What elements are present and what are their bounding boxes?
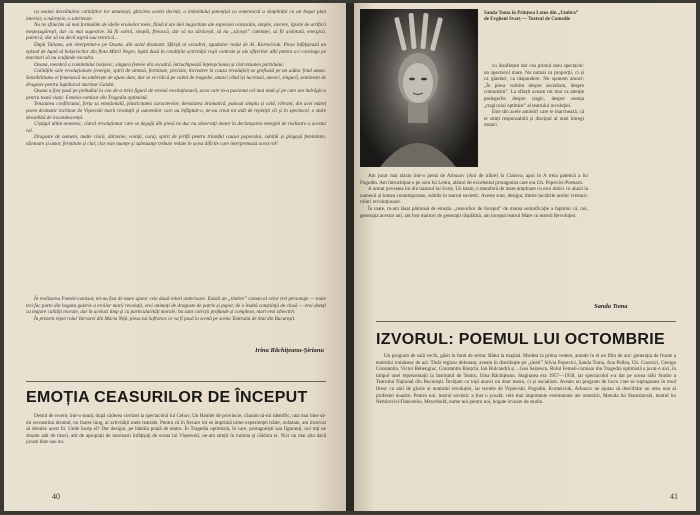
photo-caption: Sanda Toma în Prințesa Lotus din „Umbra” de Evgheni Svarț — Teatrul de Comedie [484,11,579,23]
paragraph: cu însuflețire dar cea primul meu spectacol: un spectacol mare. Nu numai ca proporții, ci și ca gânduri, ca răspundere. Nu spunem atunci: „În piesa vorbim despre socialism, despre comunism”. La sfârșit aveam tot mai ca atenție prelegerile despre tragic, despre esența „tragicului optimist” al teatrului revoluției. [484,63,584,109]
article-headline: IZVORUL: POEMUL LUI OCTOMBRIE [376,331,665,348]
right-body-bottom [376,353,676,406]
paragraph: Dragoste de oameni, multe clară, dârzenie, voință, curaj, spirit de jertfă pentru triumful cauzei poporului, subtilă și gingașă feminitate, tăietoare și umor, fermitate și clar, clar este nuanțe și subnuanțe trebuie redate în acest dificile care interpretează acest rol! [26,134,326,147]
left-page [4,3,346,511]
right-body-wide [360,173,588,219]
left-body-top [26,9,326,147]
paragraph: Oxana a fost pusă pe preludiul la cea de-a treia figură de eroină revoluționară, acea care m-a pasionat cel mai mult și pe care am îndrăgit-o pentru toată viața: Femeia-comisar din Tragedia optimistă. [26,88,326,101]
paragraph: Tensiunea conflictului, forța sa emoțională, plasticitatea caracterelor, densitatea dramatică, patosul simplu și cald, vibrant, din acel măreț poem dramatic închinat de Vișnevski marii revoluții și oamenilor care au înfăptuit-o, ne-au creat tot atât de repetiții cît și în spectacol, o stare deosebită de incandescență. [26,101,326,121]
paragraph: Destul de recent, într-o seară, după căderea cortinei la spectacolul lui Cehov, Un Hamlet de provincie, căutam să-mi identific, una mai bine să-mi reconstitui drumul, nu foarte lung, al activității mele teatrale. Pentru că în fiecare rol se imprimă urme experienței trăite, avântate, am încercat să derulez acest fir. Unde încep el? Dar desigur, pe bătrâla poală de teatru. În Tragedia optimistă, în care, protagoniști sau figuranți, noi toți ne situam atât de tineri, atît de apropiați de marinarii înfățișați de scena lui Vișnevski, ne-am simțit în lumina și căldura ei. Nici nu mai știu dacă jucam bine sau nu. [26,413,326,446]
paragraph: În realizarea Femeii-comisar, mi-au fost de mare ajutor cele două roluri anterioare. Există un „timbre” comun al celor trei personaje — toate trei fac parte din bogata galerie a eroilor marii revoluții, eroi animați de dragoste de patrie și popor, de o înaltă conștiință de clasă — eroi dotați cu majore calități morale, dar în acelasi timp și cu particularități morale; ba sunt colecții profunde și complexe, mari eroi obiectivi. [26,296,326,316]
author-signature: Irina Răchițeanu-Șirianu [255,347,324,354]
paragraph: Este din acele amintiri care te marchează, că te simți responsabilă și discipol al unei întregi munci. [484,109,584,129]
paragraph: Cîștigul ultim omenesc, clarul revoluționar care se degajă din piesă ne duc nu observați motor la declanșarea energiei de realizare a acestui rol. [26,121,326,134]
page-number: 40 [52,492,60,501]
paragraph: Calitățile sale revoluționare (energie, spirit de sinteză, fermitate, precizie, încredere în cauza revoluției) se grefează pe un adânc fond uman. Sensibilitatea ei femeiască nu umbrește de ajuns date, dar se se ridică pe culmi de tragedie, atunci când își lucrează, uneori, singură, sentiment de dragoste pentru luptătorul marinar Gaidai. [26,68,326,88]
actress-photo [360,9,478,167]
portrait-illustration [360,9,478,167]
right-body-side [484,63,584,129]
article-headline: EMOȚIA CEASURILOR DE ÎNCEPUT [26,389,308,406]
paragraph: Un program de sală vechi, găsit în fund de sertar. Bătut la mașină. Modest la prima vedere, aninde în el un film de aur: generația de frunte a teatrului românesc de azi. Tinăr regizor debutant, aveam în distribuție pe „tineii” Silvia Popovici, Sanda Toma, Ana Pellea, Gh. Cozorici, George Constantin, Victor Rebengiuc, Constantin Rauțchi, Ion Bulcandră și ...Geo Saizescu. Rolul Femeii-comisar din Tragedia optimistă a jucat-o aici, în timpul unei reprezentații la Institutul de Teatru, Irina Răchițeanu. Stagiunea era 1957—1958, iar spectacolul s-a dat pe scena sălii Studio a Teatrului Național din București. Învățam cu toții atunci nu doar teatru, ci și socialism. Aveam un program de lucru care se suprapunea în mod firesc cu anii de glorie ai teatrului revoluției, iar textele de Vișnevski, Pogodin, Korneiciuk, Arbuzov ne ajutau să descifrăm un sens nou al profesiei noastre. Pentru noi, teatrul sovietic a fost o școală; cele mai importante evenimente ale omenirii, Metoda lui Stanislavski, teatrul lui Nemirovici-Dancenko, Meyerhold, nume noi pentru noi, bogate izvoare de studiu. [376,353,676,406]
paragraph: A urmat povestea lui din basmul lui Svarț. Un basm, o metaforă de mare amploare cu eroi mitici cu aluzii la oamenii și lumea contemporane, subtile în teatrul sovietic. Aceste sunt, desigur, dintre lucrările acelor vremuri: roluri revoluționare. [360,186,588,206]
right-page [354,3,696,511]
paragraph: După Tatiana, am interpretat-o pe Oxana, din actul dramatic Sfârșit al escadrei, zguduitor redat de Al. Korneiciuk. Piesa înfățișează un episod de luptă al bolșevicilor din flota Mării Negre, luptă dusă în condițiile activității roșii centrale și ale ofițerilor albi pentru a-i convinge pe marinari să nu scufunde escadra. [26,41,326,62]
author-signature: Sanda Toma [594,303,628,310]
left-body-mid [26,296,326,322]
page-number: 41 [670,492,678,501]
paragraph: Oxana, membră a comitetului bolșevic, singura femeie din escadră, întruchipează înțelepciunea și clarviziunea partidului. [34,61,284,68]
magazine-spread [4,3,696,511]
paragraph: cu seamă dezvăluirea calităților lor umanești, ghicirea acelei dorinți, a imboldului potențial cu omenescul a simplității cu un bogat plan interior, a mărețeie, o sobrietate. [26,9,326,22]
paragraph: Nu ne sfiiurăm să mai formulăm de ideile eroinelor mele, fiindcă am idei majoritate ale expresiei cenzurăm, simple, sincere, lipsite de artificii meșteșugărești, dar cu mai sugestive. Să fii sobră, simplă, firească, dar să nu sărăcești, să nu „săcești” cuminței, să fii avântată, energică, patetică, dar să nu devii aspră sau retorică... [26,22,326,42]
divider [376,321,676,322]
paragraph: Am jucat mai târziu într-o piesă de Arbuzov (Ani de trăire) la Craiova, apoi în A treia patetică a lui Pogodin. Am întruchipat-o pe sora lui Lenin, alături de excelentul protagonist care era Gh. Popovici-Poenaru. [360,173,588,186]
book-gutter [346,3,354,511]
paragraph: În prezent repet rolul Varvarei din Maria Niță, piesa lui Sofronov ce va fi pusă la scenă pe scena Teatrului de Stat din București. [34,315,296,322]
divider [26,381,326,382]
paragraph: În toate, m-am lăsat pătrunsă de emoția „ceasurilor de început” de marea semnificație a faptului că, noi, generația acestor ani, am fost martori de generații răsplătită, am început teatrul Mare cu teatrul Revoluției. [360,205,588,219]
left-body-bottom [26,413,326,446]
